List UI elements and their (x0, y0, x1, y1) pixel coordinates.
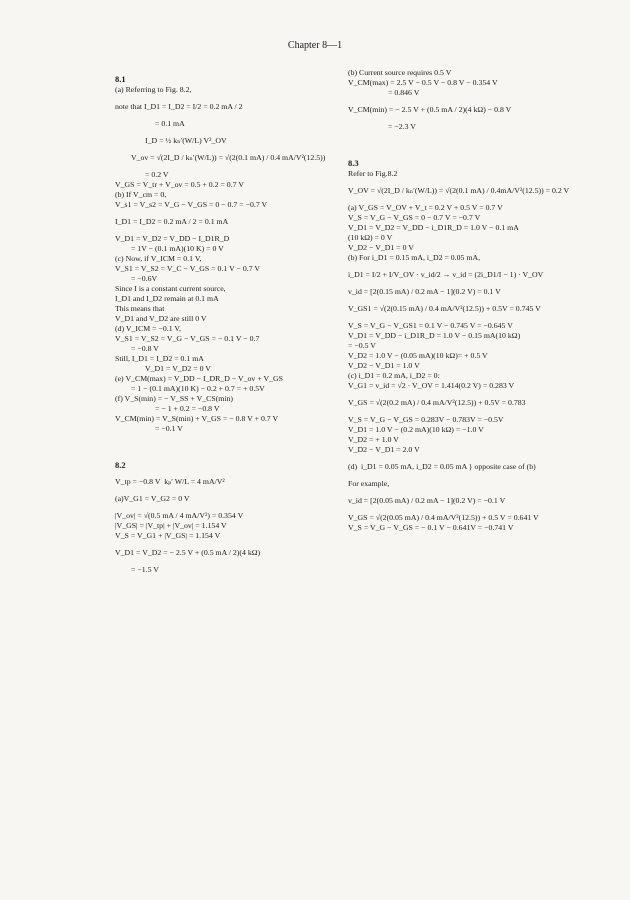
equation-line: V_GS = V_tr + V_ov = 0.5 + 0.2 = 0.7 V (115, 179, 244, 189)
spacer (115, 163, 330, 170)
equation-line: (a) Referring to Fig. 8.2, (115, 84, 192, 94)
equation-line: I_D1 and I_D2 remain at 0.1 mA (115, 293, 219, 303)
equation-line: v_id = [2(0.15 mA) / 0.2 mA − 1](0.2 V) = 0.1 V (348, 286, 501, 296)
equation-line: V_D2 − V_D1 = 2.0 V (348, 444, 420, 454)
equation-line: (d) V_ICM = −0.1 V, (115, 323, 181, 333)
equation-line: (b) Current source requires 0.5 V (348, 68, 452, 77)
equation-line: (c) Now, if V_ICM = 0.1 V, (115, 253, 202, 263)
equation-line: |V_GS| = |V_tp| + |V_ov| = 1.154 V (115, 521, 227, 531)
equation-line: = −2.3 V (388, 122, 416, 131)
equation-line: = 1V − (0.1 mA)(10 K) = 0 V (131, 243, 224, 253)
spacer (348, 280, 578, 287)
equation-line: V_S = V_G − V_GS1 = 0.1 V − 0.745 V = −0.645 V (348, 320, 513, 330)
equation-line: V_CM(min) = − 2.5 V + (0.5 mA / 2)(4 kΩ) − 0.8 V (348, 105, 512, 114)
equation-line: (c) i_D1 = 0.2 mA, i_D2 = 0: (348, 370, 440, 380)
equation-line: (b) For i_D1 = 0.15 mA, i_D2 = 0.05 mA, (348, 252, 481, 262)
equation-line: V_D1 = V_D2 = V_DD − I_D1R_D (115, 233, 230, 243)
spacer (115, 210, 330, 217)
spacer (348, 472, 578, 479)
equation-line: V_D1 = V_D2 = V_DD − i_D1R_D = 1.0 V − 0.1 mA (348, 222, 519, 232)
equation-line: (10 kΩ) = 0 V (348, 232, 393, 242)
equation-line: (a) V_GS = V_OV + V_t = 0.2 V + 0.5 V = 0.7 V (348, 202, 503, 212)
equation-line: = − 1 + 0.2 = −0.8 V (155, 403, 220, 413)
equation-line: V_GS = √(2(0.05 mA) / 0.4 mA/V²(12.5)) + 0.5 V = 0.641 V (348, 512, 539, 522)
spacer (348, 489, 578, 496)
spacer (115, 146, 330, 153)
equation-line: V_D2 − V_D1 = 0 V (348, 242, 414, 252)
spacer (115, 227, 330, 234)
page-header: Chapter 8—1 (287, 40, 343, 51)
equation-line: (d) i_D1 = 0.05 mA, i_D2 = 0.05 mA } opposite case of (b) (348, 461, 536, 471)
section-title: 8.1 (115, 74, 126, 84)
spacer (348, 391, 578, 398)
equation-line: (a)V_G1 = V_G2 = 0 V (115, 494, 190, 504)
equation-line: = −0.1 V (155, 423, 183, 433)
equation-line: V_GS1 = √(2(0.15 mA) / 0.4 mA/V²(12.5)) + 0.5V = 0.745 V (348, 303, 541, 313)
spacer (348, 196, 578, 203)
equation-line: V_D1 = V_DD − i_D1R_D = 1.0 V − 0.15 mA(10 kΩ) (348, 330, 521, 340)
spacer (348, 408, 578, 415)
equation-line: = −0.6V (131, 273, 158, 283)
spacer (115, 434, 330, 454)
equation-line: V_S = V_G − V_GS = 0.283V − 0.783V = −0.5V (348, 414, 504, 424)
equation-line: V_GS = √(2(0.2 mA) / 0.4 mA/V²(12.5)) + 0.5V = 0.783 (348, 397, 526, 407)
spacer (115, 504, 330, 511)
equation-line: For example, (348, 478, 390, 488)
equation-line: V_S1 = V_S2 = V_C − V_GS = 0.1 V − 0.7 V (115, 263, 261, 273)
equation-line: (b) If V_cm = 0, (115, 189, 167, 199)
left-column (115, 68, 330, 575)
equation-line: note that I_D1 = I_D2 = I/2 = 0.2 mA / 2 (115, 101, 243, 111)
spacer (115, 558, 330, 565)
equation-line: V_G1 = v_id = √2 · V_OV = 1.414(0.2 V) = 0.283 V (348, 380, 515, 390)
equation-line: = −0.8 V (131, 343, 159, 353)
equation-line: = 0.1 mA (155, 118, 185, 128)
spacer (115, 487, 330, 494)
spacer (348, 263, 578, 270)
equation-line: = 1 − (0.1 mA)(10 K) − 0.2 + 0.7 = + 0.5V (131, 383, 265, 393)
equation-line: V_D2 = + 1.0 V (348, 434, 399, 444)
equation-line: V_OV = √(2I_D / kₙ′(W/L)) = √(2(0.1 mA) / 0.4mA/V²(12.5)) = 0.2 V (348, 185, 570, 195)
equation-line: = 0.846 V (388, 88, 420, 97)
spacer (348, 179, 578, 186)
equation-line: V_S1 = V_S2 = V_G − V_GS = − 0.1 V − 0.7 (115, 333, 260, 343)
equation-line: |V_ov| = √(0.5 mA / 4 mA/V²) = 0.354 V (115, 511, 244, 521)
right-column (348, 68, 578, 533)
spacer (348, 314, 578, 321)
spacer (348, 132, 578, 152)
equation-line: V_D2 = 1.0 V − (0.05 mA)(10 kΩ)= + 0.5 V (348, 350, 488, 360)
spacer (115, 541, 330, 548)
spacer (348, 115, 578, 122)
equation-line: V_tp = −0.8 V kₚ′ W/L = 4 mA/V² (115, 477, 225, 487)
equation-line: V_S = V_G − V_GS = 0 − 0.7 V = −0.7 V (348, 212, 481, 222)
section-title: 8.3 (348, 158, 359, 168)
spacer (115, 112, 330, 119)
spacer (348, 98, 578, 105)
equation-line: V_CM(max) = 2.5 V − 0.5 V − 0.8 V − 0.354 V (348, 78, 498, 87)
equation-line: (f) V_S(min) = − V_SS + V_CS(min) (115, 393, 234, 403)
equation-line: V_D1 = V_D2 = 0 V (145, 363, 211, 373)
equation-line: V_D1 and V_D2 are still 0 V (115, 313, 207, 323)
equation-line: = −1.5 V (131, 565, 159, 575)
spacer (348, 455, 578, 462)
spacer (348, 297, 578, 304)
equation-line: (e) V_CM(max) = V_DD − I_DR_D − V_ov + V_GS (115, 373, 283, 383)
equation-line: I_D1 = I_D2 = 0.2 mA / 2 = 0.1 mA (115, 216, 229, 226)
equation-line: Still, I_D1 = I_D2 = 0.1 mA (115, 353, 204, 363)
section-title: 8.2 (115, 459, 126, 470)
equation-line: V_D1 = V_D2 = − 2.5 V + (0.5 mA / 2)(4 kΩ) (115, 548, 261, 558)
equation-line: V_D2 − V_D1 = 1.0 V (348, 360, 420, 370)
equation-line: This means that (115, 303, 165, 313)
equation-line: V_S = V_G1 + |V_GS| = 1.154 V (115, 531, 221, 541)
spacer (348, 506, 578, 513)
equation-line: V_CM(min) = V_S(min) + V_GS = − 0.8 V + 0.7 V (115, 413, 279, 423)
equation-line: Since I is a constant current source, (115, 283, 226, 293)
spacer (115, 95, 330, 102)
equation-line: Refer to Fig.8.2 (348, 168, 398, 178)
equation-line: i_D1 = I/2 + I/V_OV · v_id/2 → v_id = (2i_D1/I − 1) · V_OV (348, 269, 544, 279)
equation-line: I_D = ½ kₙ′(W/L) V²_OV (145, 135, 227, 145)
equation-line: v_id = [2(0.05 mA) / 0.2 mA − 1](0.2 V) = −0.1 V (348, 495, 506, 505)
spacer (115, 470, 330, 477)
equation-line: V_D1 = 1.0 V − (0.2 mA)(10 kΩ) = −1.0 V (348, 424, 484, 434)
spacer (115, 129, 330, 136)
equation-line: = −0.5 V (348, 340, 376, 350)
equation-line: V_s1 = V_s2 = V_G − V_GS = 0 − 0.7 = −0.7 V (115, 199, 268, 209)
equation-line: V_S = V_G − V_GS = − 0.1 V − 0.641V = −0.741 V (348, 522, 514, 532)
equation-line: = 0.2 V (145, 169, 169, 179)
equation-line: V_ov = √(2I_D / kₙ′(W/L)) = √(2(0.1 mA) / 0.4 mA/V²(12.5)) (131, 152, 326, 162)
